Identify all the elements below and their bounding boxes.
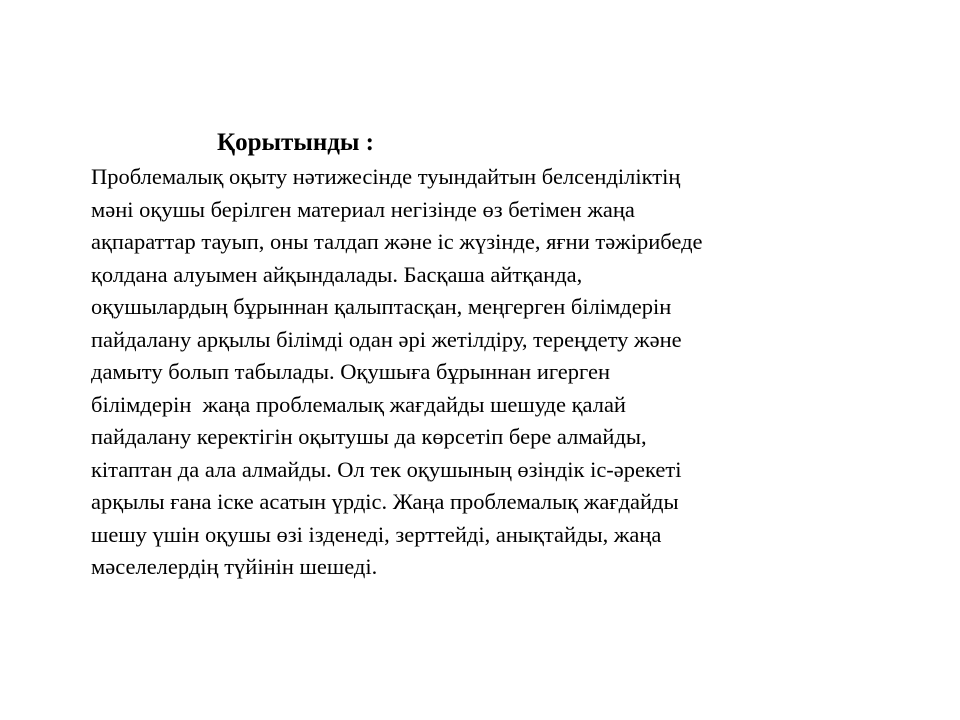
- body-line: қолдана алуымен айқындалады. Басқаша айтқанда,: [91, 261, 583, 287]
- body-line: шешу үшін оқушы өзі ізденеді, зерттейді, анықтайды, жаңа: [91, 521, 662, 547]
- body-line: пайдалану арқылы білімді одан әрі жетілдіру, тереңдету және: [91, 326, 682, 352]
- body-line: пайдалану керектігін оқытушы да көрсетіп бере алмайды,: [91, 424, 647, 449]
- body-line: оқушылардың бұрыннан қалыптасқан, меңгерген білімдерін: [91, 294, 672, 319]
- body-line: ақпараттар тауып, оны талдап және іс жүзінде, яғни тәжірибеде: [91, 229, 703, 254]
- body-line: арқылы ғана іске асатын үрдіс. Жаңа проблемалық жағдайды: [91, 489, 679, 514]
- slide-heading: Қорытынды :: [217, 129, 374, 156]
- body-line: білімдерін жаңа проблемалық жағдайды шешуде қалай: [91, 391, 626, 417]
- body-line: мәні оқушы берілген материал негізінде өз бетімен жаңа: [91, 196, 635, 222]
- body-line: Проблемалық оқыту нәтижесінде туындайтын белсенділіктің: [91, 164, 681, 189]
- slide-body-text: [91, 161, 703, 584]
- body-line: кітаптан да ала алмайды. Ол тек оқушының өзіндік іс-әрекеті: [91, 456, 682, 482]
- body-line: дамыту болып табылады. Оқушыға бұрыннан игерген: [91, 359, 610, 384]
- body-line: мәселелердің түйінін шешеді.: [91, 554, 378, 579]
